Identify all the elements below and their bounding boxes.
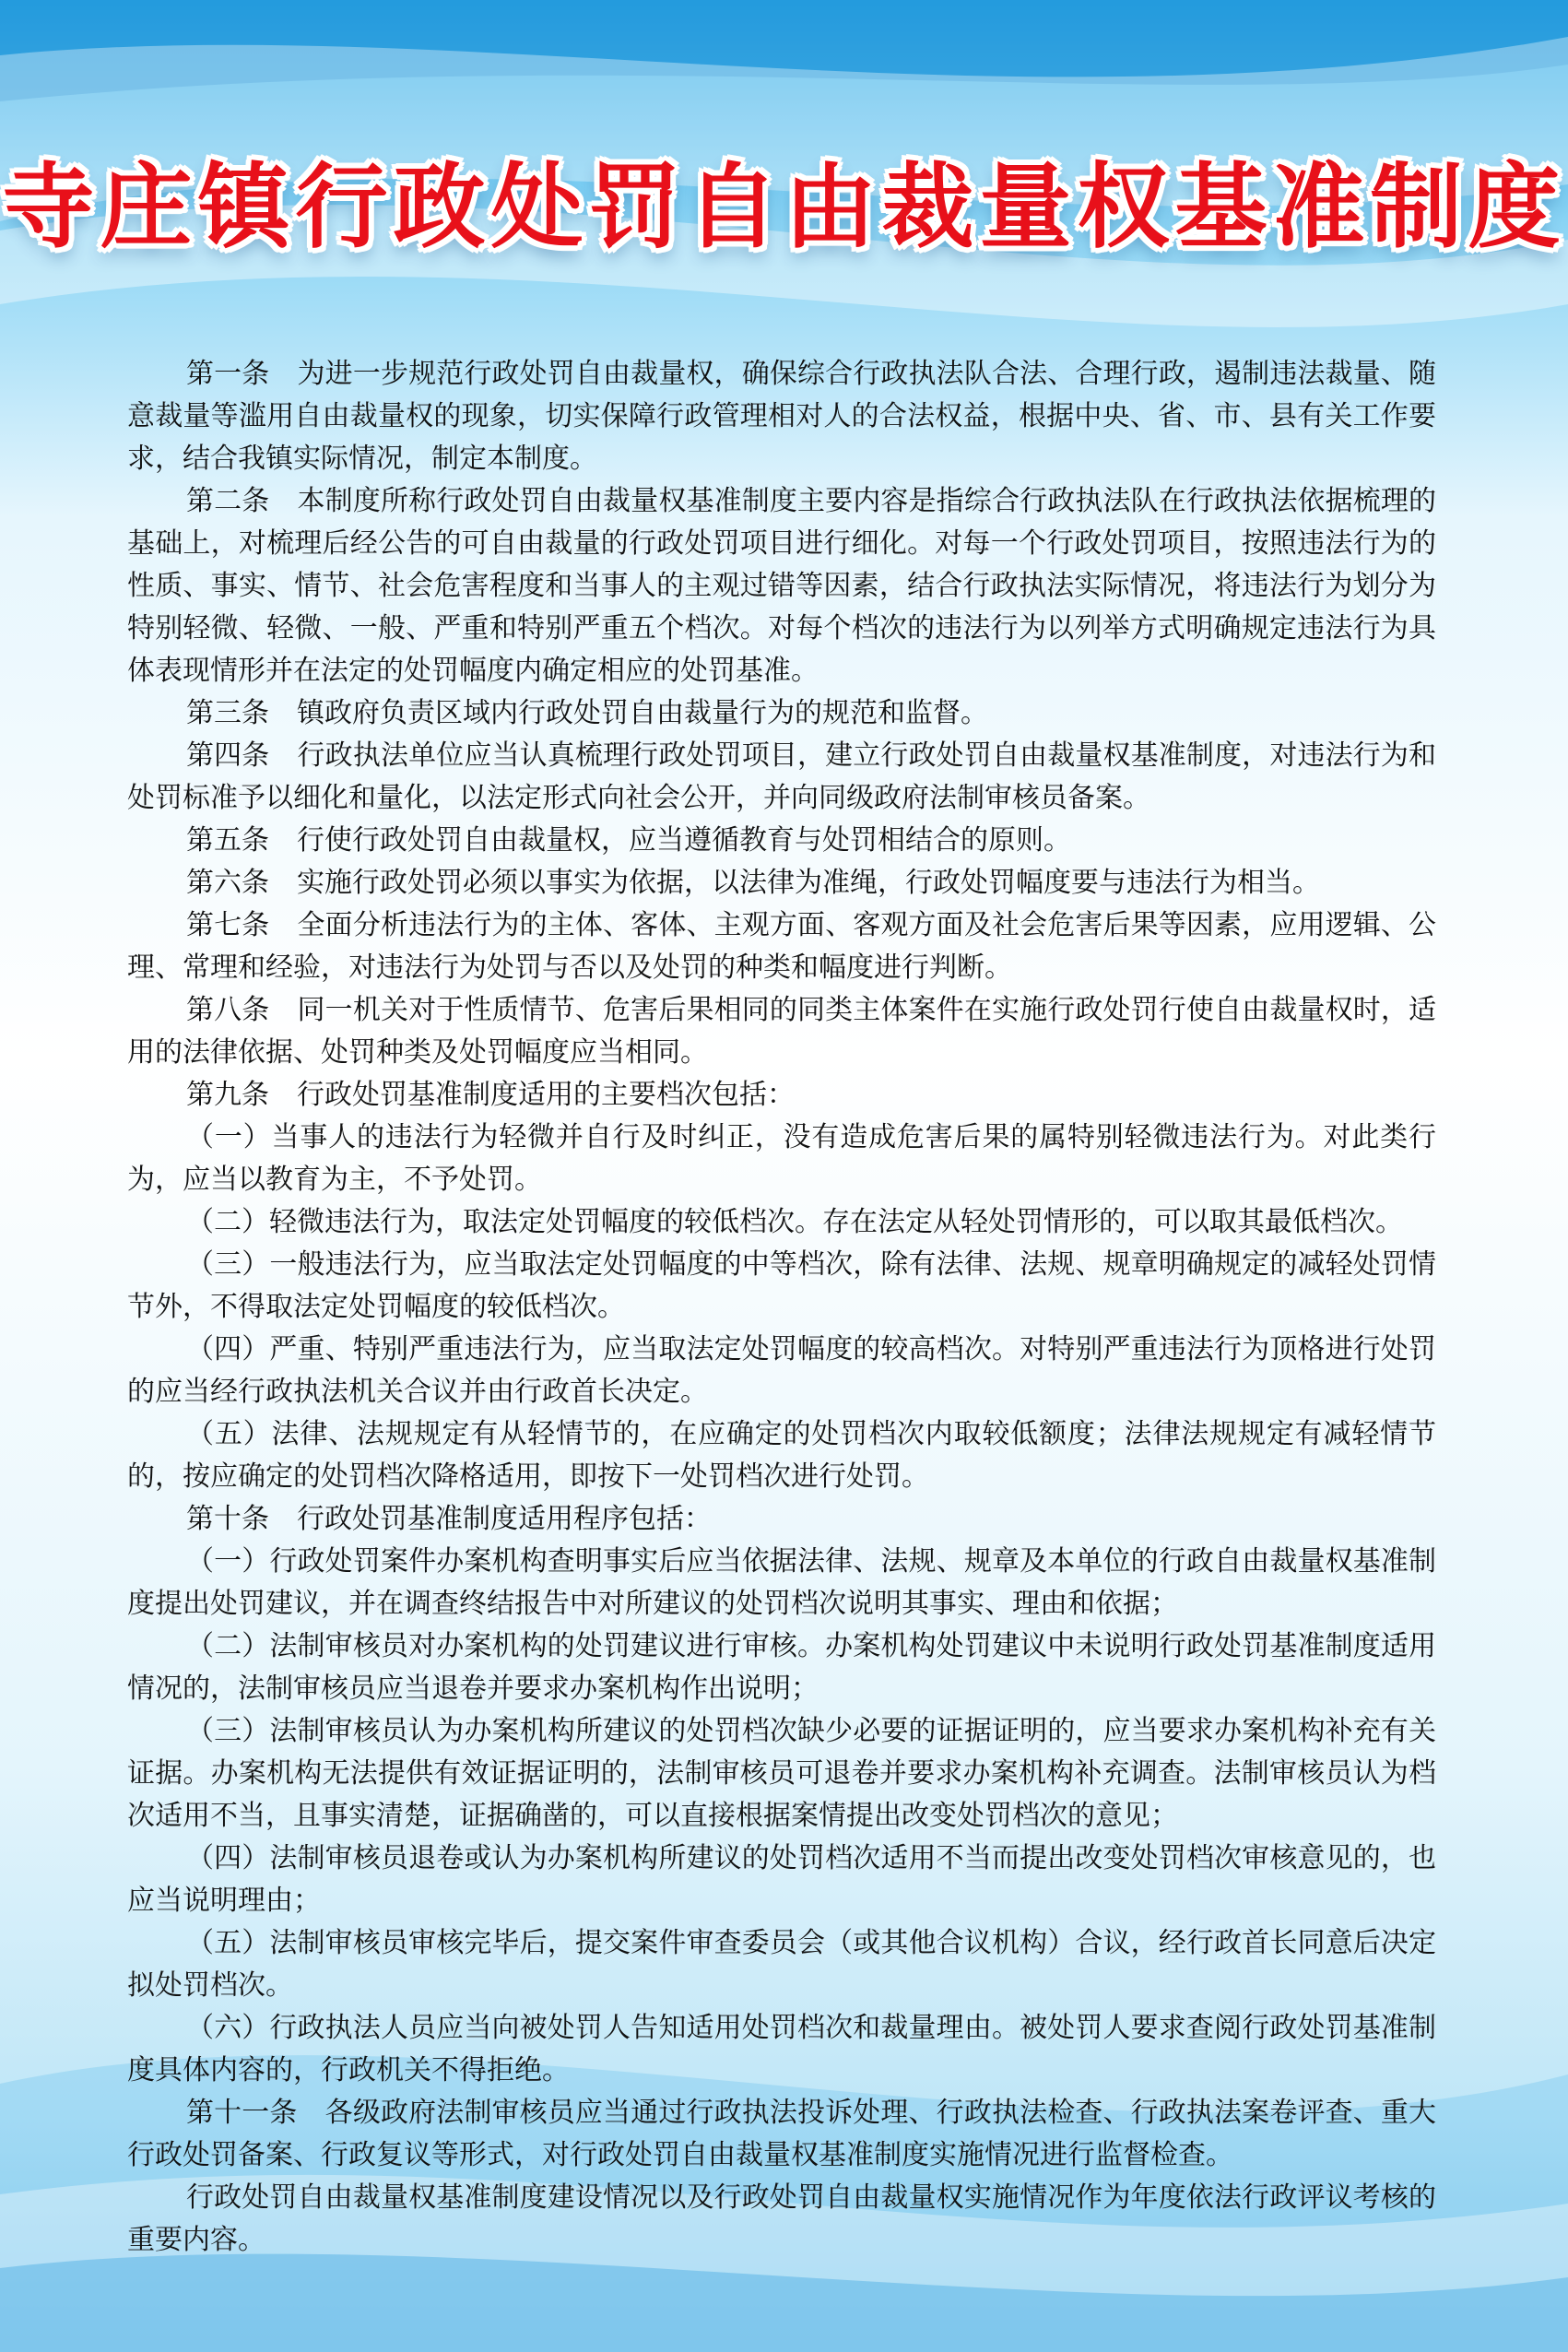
paragraph: （三）法制审核员认为办案机构所建议的处罚档次缺少必要的证据证明的，应当要求办案机构补充有关证据。办案机构无法提供有效证据证明的，法制审核员可退卷并要求办案机构补充调查。法制审核员认为档次适用不当，且事实清楚，证据确凿的，可以直接根据案情提出改变处罚档次的意见； xyxy=(127,1715,1436,1832)
paragraph: 第九条 行政处罚基准制度适用的主要档次包括： xyxy=(186,1079,795,1111)
regulation-body xyxy=(127,353,1436,2262)
paragraph: 第十条 行政处罚基准制度适用程序包括： xyxy=(186,1503,712,1535)
paragraph: （二）法制审核员对办案机构的处罚建议进行审核。办案机构处罚建议中未说明行政处罚基准制度适用情况的，法制审核员应当退卷并要求办案机构作出说明； xyxy=(127,1630,1436,1705)
paragraph: （四）法制审核员退卷或认为办案机构所建议的处罚档次适用不当而提出改变处罚档次审核意见的，也应当说明理由； xyxy=(127,1842,1436,1917)
paragraph: 第一条 为进一步规范行政处罚自由裁量权，确保综合行政执法队合法、合理行政，遏制违法裁量、随意裁量等滥用自由裁量权的现象，切实保障行政管理相对人的合法权益，根据中央、省、市、县有关工作要求，结合我镇实际情况，制定本制度。 xyxy=(127,358,1436,475)
paragraph: 第二条 本制度所称行政处罚自由裁量权基准制度主要内容是指综合行政执法队在行政执法依据梳理的基础上，对梳理后经公告的可自由裁量的行政处罚项目进行细化。对每一个行政处罚项目，按照违法行为的性质、事实、情节、社会危害程度和当事人的主观过错等因素，结合行政执法实际情况，将违法行为划分为特别轻微、轻微、一般、严重和特别严重五个档次。对每个档次的违法行为以列举方式明确规定违法行为具体表现情形并在法定的处罚幅度内确定相应的处罚基准。 xyxy=(127,485,1436,687)
paragraph: （六）行政执法人员应当向被处罚人告知适用处罚档次和裁量理由。被处罚人要求查阅行政处罚基准制度具体内容的，行政机关不得拒绝。 xyxy=(127,2012,1436,2086)
paragraph: （一）当事人的违法行为轻微并自行及时纠正，没有造成危害后果的属特别轻微违法行为。对此类行为，应当以教育为主，不予处罚。 xyxy=(127,1121,1436,1196)
paragraph: 第五条 行使行政处罚自由裁量权，应当遵循教育与处罚相结合的原则。 xyxy=(186,824,1071,857)
paragraph: （一）行政处罚案件办案机构查明事实后应当依据法律、法规、规章及本单位的行政自由裁量权基准制度提出处罚建议，并在调查终结报告中对所建议的处罚档次说明其事实、理由和依据； xyxy=(127,1545,1436,1620)
paragraph: （二）轻微违法行为，取法定处罚幅度的较低档次。存在法定从轻处罚情形的，可以取其最低档次。 xyxy=(186,1206,1403,1238)
paragraph: 第十一条 各级政府法制审核员应当通过行政执法投诉处理、行政执法检查、行政执法案卷评查、重大行政处罚备案、行政复议等形式，对行政处罚自由裁量权基准制度实施情况进行监督检查。 xyxy=(127,2097,1436,2171)
paragraph: 行政处罚自由裁量权基准制度建设情况以及行政处罚自由裁量权实施情况作为年度依法行政评议考核的重要内容。 xyxy=(127,2181,1436,2256)
paragraph: （五）法制审核员审核完毕后，提交案件审查委员会（或其他合议机构）合议，经行政首长同意后决定拟处罚档次。 xyxy=(127,1927,1436,2002)
paragraph: 第六条 实施行政处罚必须以事实为依据，以法律为准绳，行政处罚幅度要与违法行为相当。 xyxy=(186,867,1320,899)
paragraph: （三）一般违法行为，应当取法定处罚幅度的中等档次，除有法律、法规、规章明确规定的减轻处罚情节外，不得取法定处罚幅度的较低档次。 xyxy=(127,1248,1436,1323)
paragraph: 第三条 镇政府负责区域内行政处罚自由裁量行为的规范和监督。 xyxy=(186,697,988,729)
paragraph: 第七条 全面分析违法行为的主体、客体、主观方面、客观方面及社会危害后果等因素，应用逻辑、公理、常理和经验，对违法行为处罚与否以及处罚的种类和幅度进行判断。 xyxy=(127,909,1436,984)
paragraph: （五）法律、法规规定有从轻情节的，在应确定的处罚档次内取较低额度；法律法规规定有减轻情节的，按应确定的处罚档次降格适用，即按下一处罚档次进行处罚。 xyxy=(127,1418,1436,1493)
paragraph: 第八条 同一机关对于性质情节、危害后果相同的同类主体案件在实施行政处罚行使自由裁量权时，适用的法律依据、处罚种类及处罚幅度应当相同。 xyxy=(127,994,1436,1069)
paragraph: （四）严重、特别严重违法行为，应当取法定处罚幅度的较高档次。对特别严重违法行为顶格进行处罚的应当经行政执法机关合议并由行政首长决定。 xyxy=(127,1333,1436,1408)
paragraph: 第四条 行政执法单位应当认真梳理行政处罚项目，建立行政处罚自由裁量权基准制度，对违法行为和处罚标准予以细化和量化，以法定形式向社会公开，并向同级政府法制审核员备案。 xyxy=(127,739,1436,814)
page-title: 寺庄镇行政处罚自由裁量权基准制度 xyxy=(2,153,1566,261)
